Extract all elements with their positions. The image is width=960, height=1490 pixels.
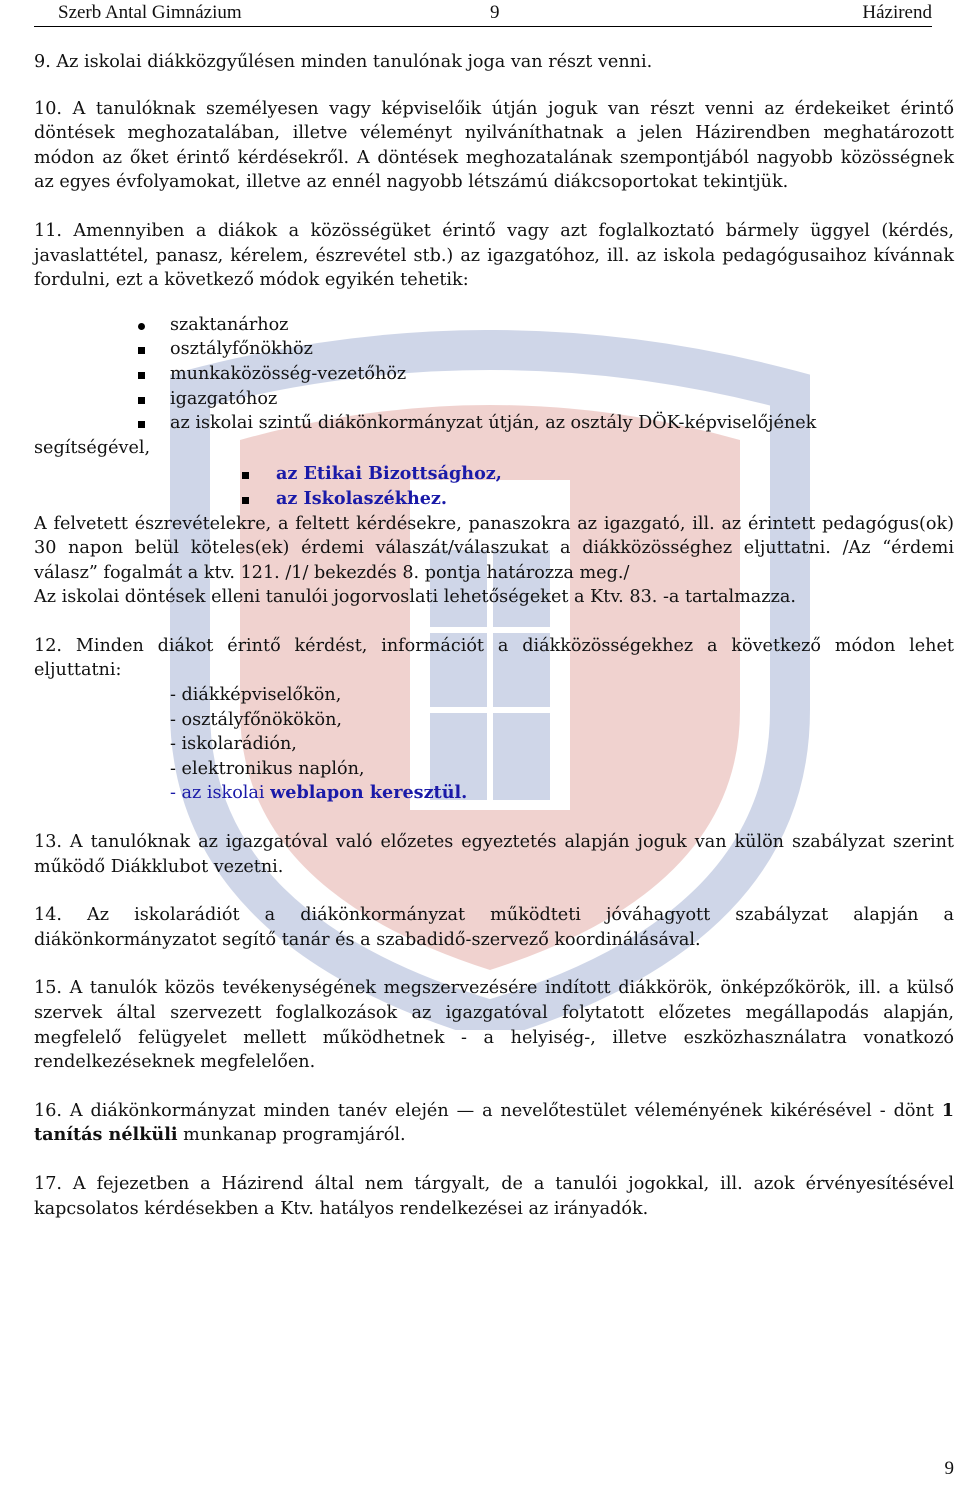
footer-page-number: 9: [944, 1458, 954, 1479]
list-item: - elektronikus naplón,: [170, 758, 365, 779]
list-item: az Etikai Bizottsághoz,: [34, 462, 954, 487]
list-item: az iskolai szintű diákönkormányzat útján, az osztály DÖK-képviselőjének segítségével,: [34, 413, 817, 458]
list-item: munkaközösség-vezetőhöz: [34, 362, 954, 387]
list-item: osztályfőnökhöz: [34, 337, 954, 362]
header-doc-title: Házirend: [862, 2, 932, 23]
bullet-square-icon: [138, 421, 145, 428]
bullet-square-icon: [242, 497, 249, 504]
bullet-square-icon: [242, 472, 249, 479]
list-item: - diákképviselőkön,: [170, 685, 342, 706]
bullet-square-icon: [138, 397, 145, 404]
bullet-dot-icon: [138, 323, 145, 330]
list-item: - az iskolai weblapon keresztül.: [170, 782, 468, 804]
paragraph-15: 15. A tanulók közös tevékenységének megszervezésére indított diákkörök, önképzőkörök, ill. a külső szervek által szervezett foglalkozások az igazgatóval folytatott előzetes megállapodás alapján, megfelelő felügyelet mellett működhetnek - a helyiség-, illetve eszközhasználatra vonatkozó rendelkezéseknek megfelelően.: [34, 978, 954, 1073]
list-item: az Iskolaszékhez.: [34, 487, 954, 512]
paragraph-10: 10. A tanulóknak személyesen vagy képviselőik útján joguk van részt venni az érdekeiket érintő döntések meghozatalában, illetve véleményt nyilváníthatnak a jelen Házirendben meghatározott módon az őket érintő kérdésekről. A döntések meghozatalának szempontjából nagyobb közösségnek az egyes évfolyamokat, illetve az ennél nagyobb létszámú diákcsoportokat tekintjük.: [34, 98, 954, 193]
bullet-square-icon: [138, 347, 145, 354]
paragraph-14: 14. Az iskolarádiót a diákönkormányzat működteti jóváhagyott szabályzat alapján a diákönkormányzatot segítő tanár és a szabadidő-szervező koordinálásával.: [34, 905, 954, 950]
page-header: [34, 2, 932, 27]
paragraph-13: 13. A tanulóknak az igazgatóval való előzetes egyeztetés alapján joguk van külön szabályzat szerint működő Diákklubot vezetni.: [34, 832, 954, 877]
paragraph-12: 12. Minden diákot érintő kérdést, információt a diákközösségekhez a következő módon lehet eljuttatni:: [34, 635, 954, 681]
header-school: Szerb Antal Gimnázium: [58, 2, 242, 23]
paragraph-16: 16. A diákönkormányzat minden tanév elején — a nevelőtestület véleményének kikérésével - dönt 1 tanítás nélküli munkanap programjáról.: [34, 1099, 954, 1146]
paragraph-11: 11. Amennyiben a diákok a közösségüket érintő vagy azt foglalkoztató bármely üggyel (kérdés, javaslattétel, panasz, kérelem, észrevétel stb.) az igazgatóhoz, ill. az iskola pedagógusaihoz kívánnak fordulni, ezt a következő módok egyikén tehetik:: [34, 220, 954, 291]
list-item: igazgatóhoz: [34, 387, 954, 412]
list-item: - iskolarádión,: [170, 734, 297, 755]
paragraph-9: 9. Az iskolai diákközgyűlésen minden tanulónak joga van részt venni.: [34, 52, 653, 72]
contact-bullet-list: [34, 313, 954, 512]
bullet-square-icon: [138, 372, 145, 379]
document-body: [34, 50, 954, 1245]
paragraph-17: 17. A fejezetben a Házirend által nem tárgyalt, de a tanulói jogokkal, ill. azok érvényesítésével kapcsolatos kérdésekben a Ktv. hatályos rendelkezései az irányadók.: [34, 1173, 954, 1219]
list-item: szaktanárhoz: [34, 313, 954, 338]
header-page-number: 9: [490, 2, 500, 23]
paragraph-11-response: A felvetett észrevételekre, a feltett kérdésekre, panaszokra az igazgató, ill. az érintett pedagógus(ok) 30 napon belül köteles(ek) érdemi válaszát/válaszukat a diákközösséghez eljuttatni. /Az “érdemi válasz” fogalmát a ktv. 121. /1/ bekezdés 8. pontja határozza meg./: [34, 513, 954, 583]
paragraph-11-remedy: Az iskolai döntések elleni tanulói jogorvoslati lehetőségeket a Ktv. 83. -a tartalmazza.: [34, 587, 796, 608]
list-item: - osztályfőnökökön,: [170, 709, 343, 730]
channel-list: [34, 683, 954, 806]
